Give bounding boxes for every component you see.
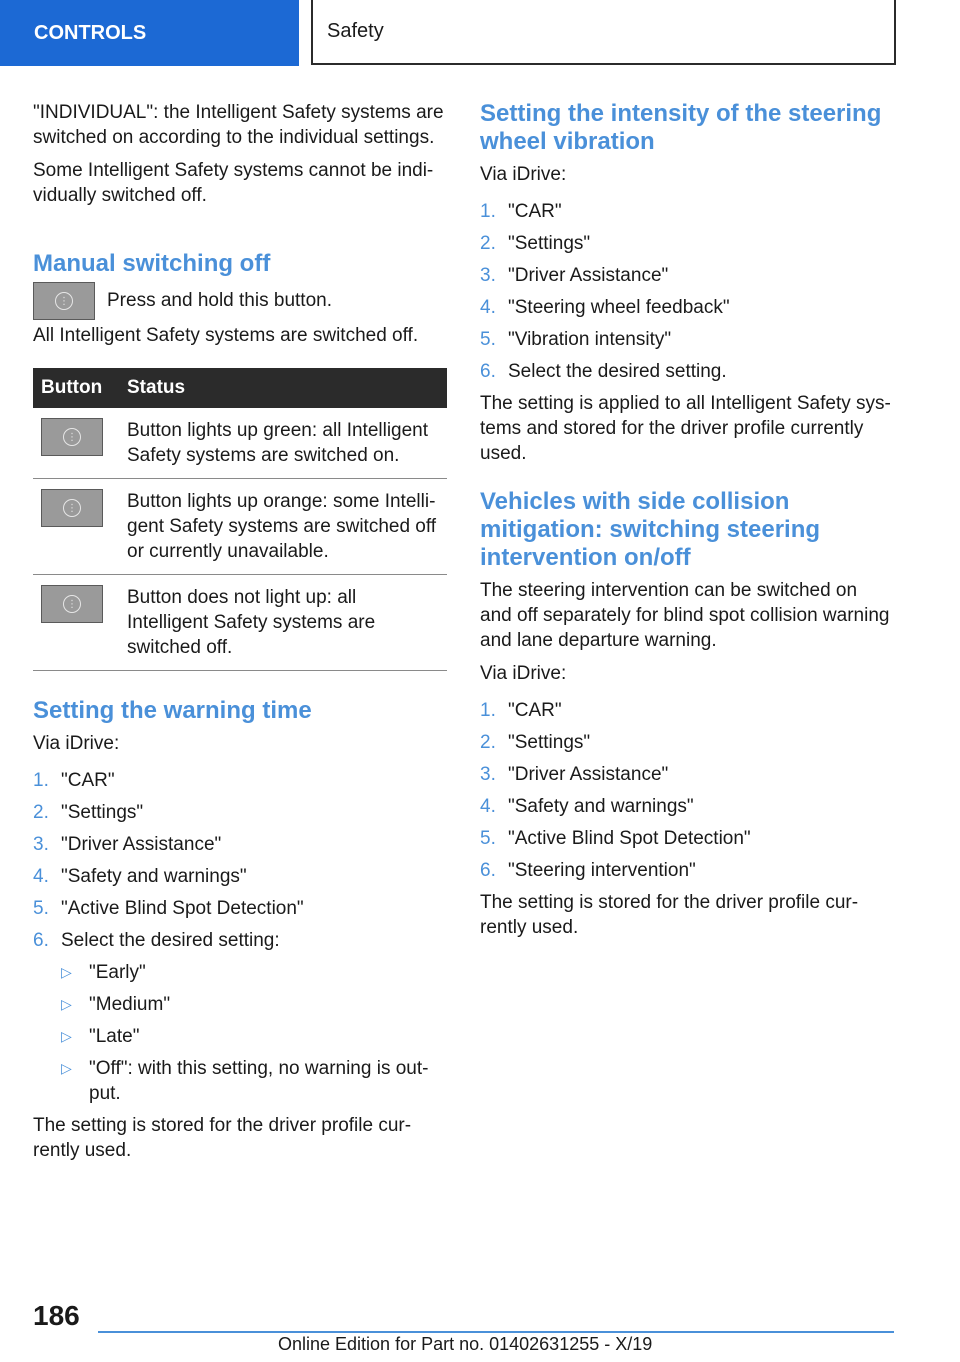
table-row [33, 408, 447, 479]
list-item: 1. "CAR" [480, 700, 562, 721]
collision-steps [480, 698, 894, 883]
manual-result: All Intelligent Safety systems are switched off. [33, 325, 419, 346]
table-header-button: Button [33, 368, 119, 408]
list-item: 6. "Steering intervention" [480, 860, 696, 881]
list-item: ▷ "Late" [61, 1026, 140, 1047]
warning-steps [33, 768, 447, 953]
heading-manual-switching-off: Manual switching off [33, 250, 271, 277]
list-item: 2. "Settings" [480, 732, 591, 753]
via-idrive: Via iDrive: [480, 663, 567, 684]
warning-note: The setting is stored for the driver profile cur-rently used. [33, 1115, 412, 1161]
footer-divider [98, 1331, 894, 1333]
list-item: 4. "Safety and warnings" [480, 796, 694, 817]
button-off-icon: ⋮ [41, 585, 103, 623]
page-header-title: Safety [311, 0, 896, 65]
table-row [33, 479, 447, 575]
manual-instruction: Press and hold this button. [107, 290, 332, 311]
list-item: 6. Select the desired setting: [33, 930, 280, 951]
heading-vibration-intensity: Setting the intensity of the steering wheel vibration [480, 100, 882, 155]
triangle-bullet-icon: ▷ [61, 964, 72, 980]
list-item: 3. "Driver Assistance" [480, 764, 669, 785]
via-idrive: Via iDrive: [33, 733, 120, 754]
list-item: ▷ "Early" [61, 962, 146, 983]
list-item: 2. "Settings" [480, 233, 591, 254]
status-text: Button does not light up: all Intelligent Safety systems are switched off. [119, 575, 447, 671]
paragraph-cannot-switch-off: Some Intelligent Safety systems cannot be indi-vidually switched off. [33, 160, 434, 206]
collision-note: The setting is stored for the driver profile cur-rently used. [480, 892, 859, 938]
page-number: 186 [33, 1300, 80, 1331]
list-item: ▷ "Medium" [61, 994, 171, 1015]
collision-body: The steering intervention can be switched on and off separately for blind spot collision warning and lane departure warning. [480, 580, 890, 651]
via-idrive: Via iDrive: [480, 164, 567, 185]
table-row [33, 575, 447, 671]
button-status-table [33, 368, 447, 671]
list-item: 1. "CAR" [33, 770, 115, 791]
table-header-status: Status [119, 368, 447, 408]
list-item: 6. Select the desired setting. [480, 361, 727, 382]
list-item: 1. "CAR" [480, 201, 562, 222]
list-item: 5. "Active Blind Spot Detection" [480, 828, 751, 849]
heading-warning-time: Setting the warning time [33, 697, 312, 724]
list-item: 5. "Active Blind Spot Detection" [33, 898, 304, 919]
right-column [480, 100, 894, 948]
heading-steering-intervention: Vehicles with side collision mitigation: switching steering intervention on/off [480, 488, 821, 571]
left-column [33, 100, 447, 1171]
list-item: 5. "Vibration intensity" [480, 329, 672, 350]
manual-switch-block [33, 288, 447, 321]
triangle-bullet-icon: ▷ [61, 996, 72, 1012]
list-item: 4. "Steering wheel feedback" [480, 297, 730, 318]
triangle-bullet-icon: ▷ [61, 1028, 72, 1044]
status-text: Button lights up orange: some Intelli-gent Safety systems are switched off or currently unavailable. [119, 479, 447, 575]
intelligent-safety-button-icon: ⋮ [33, 282, 95, 320]
intensity-note: The setting is applied to all Intelligent Safety sys-tems and stored for the driver profile currently used. [480, 393, 891, 464]
button-orange-icon: ⋮ [41, 489, 103, 527]
list-item: ▷ "Off": with this setting, no warning is out-put. [61, 1058, 429, 1104]
list-item: 2. "Settings" [33, 802, 144, 823]
triangle-bullet-icon: ▷ [61, 1060, 72, 1076]
intensity-steps [480, 199, 894, 384]
list-item: 4. "Safety and warnings" [33, 866, 247, 887]
footer-edition: Online Edition for Part no. 01402631255 - X/19 [278, 1334, 653, 1354]
status-text: Button lights up green: all Intelligent Safety systems are switched on. [119, 408, 447, 479]
list-item: 3. "Driver Assistance" [480, 265, 669, 286]
section-tab: CONTROLS [0, 0, 299, 66]
button-green-icon: ⋮ [41, 418, 103, 456]
list-item: 3. "Driver Assistance" [33, 834, 222, 855]
paragraph-individual: "INDIVIDUAL": the Intelligent Safety systems are switched on according to the individual settings. [33, 102, 444, 148]
warning-options [33, 960, 447, 1106]
